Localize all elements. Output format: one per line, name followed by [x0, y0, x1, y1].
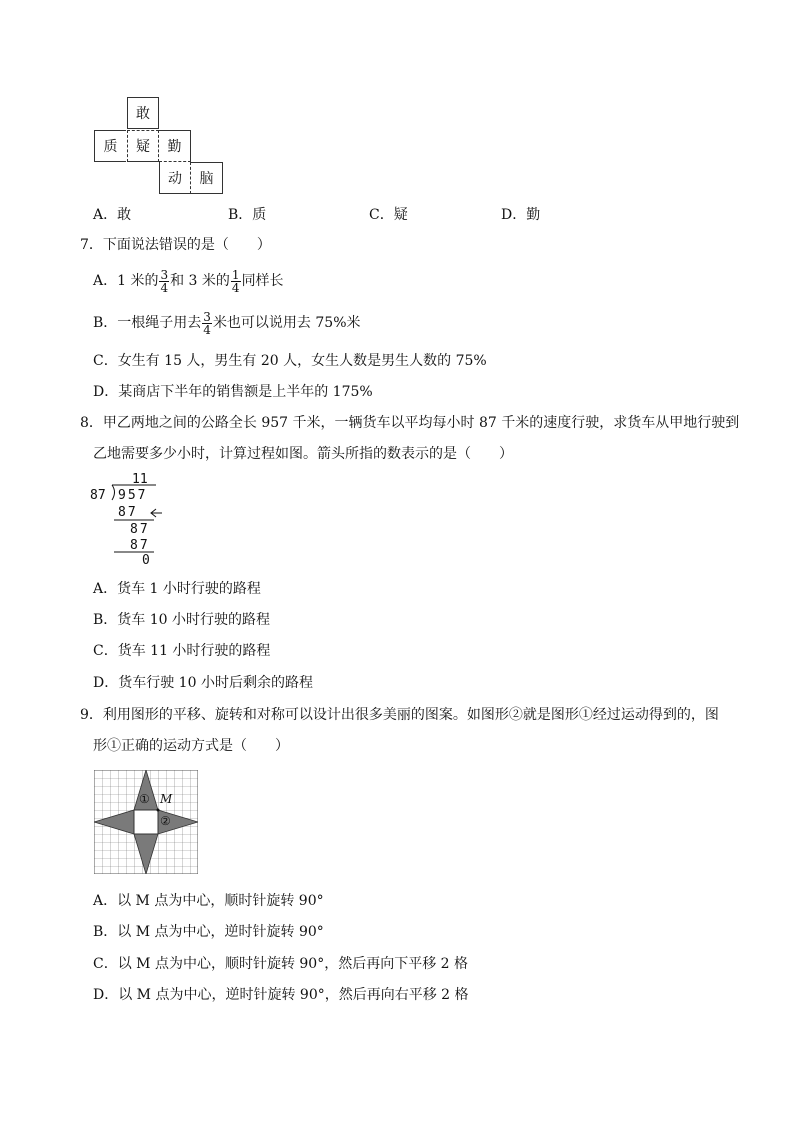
- fraction-3-4: $\frac{3}{4}$: [160, 267, 169, 295]
- q8-option-b[interactable]: B．货车 10 小时行驶的路程: [93, 612, 271, 628]
- net-cell-right: 勤: [159, 130, 191, 162]
- q6-options: [93, 206, 593, 224]
- shape-2-label: ②: [160, 814, 171, 828]
- q8-option-d[interactable]: D．货车行驶 10 小时后剩余的路程: [93, 675, 313, 691]
- rotation-grid-figure: [94, 770, 198, 874]
- fraction-3-4: $\frac{3}{4}$: [203, 309, 211, 337]
- net-cell-left: 质: [94, 130, 126, 162]
- q9-option-d[interactable]: D．以 M 点为中心，逆时针旋转 90°，然后再向右平移 2 格: [93, 987, 469, 1003]
- q9-option-b[interactable]: B．以 M 点为中心，逆时针旋转 90°: [93, 924, 324, 940]
- q8-option-a[interactable]: A．货车 1 小时行驶的路程: [93, 581, 261, 597]
- grid-svg: [94, 770, 198, 874]
- q7-a-prefix: A．1 米的: [93, 273, 159, 289]
- final-remainder: 0: [142, 553, 150, 568]
- cube-net-figure: [94, 97, 224, 195]
- q8-stem-line1: 8．甲乙两地之间的公路全长 957 千米，一辆货车以平均每小时 87 千米的速度行驶，求货车从甲地行驶到: [80, 415, 740, 431]
- q6-option-c[interactable]: C．疑: [369, 207, 408, 223]
- net-cell-top: 敢: [127, 97, 159, 129]
- dividend: 957: [118, 488, 148, 503]
- q9-stem-line2: 形①正确的运动方式是（ ）: [93, 738, 289, 754]
- q7-stem: 7．下面说法错误的是（ ）: [80, 237, 271, 253]
- net-cell-middle: 疑: [127, 130, 159, 162]
- q9-stem-line1: 9．利用图形的平移、旋转和对称可以设计出很多美丽的图案。如图形②就是图形①经过运动得到的，图: [80, 707, 719, 723]
- q9-option-a[interactable]: A．以 M 点为中心，顺时针旋转 90°: [93, 893, 324, 909]
- q7-option-c[interactable]: C．女生有 15 人，男生有 20 人，女生人数是男生人数的 75%: [93, 353, 487, 369]
- fraction-1-4: $\frac{1}{4}$: [231, 267, 240, 295]
- step1-product: 87: [118, 505, 138, 520]
- q6-option-d[interactable]: D．勤: [501, 207, 541, 223]
- divisor: 87: [90, 488, 106, 503]
- step2-remainder: 87: [130, 522, 150, 537]
- shape-1-label: ①: [139, 792, 150, 806]
- q7-option-b[interactable]: [93, 306, 361, 340]
- point-m-label: M: [160, 792, 173, 806]
- net-cell-bottom-left: 动: [159, 162, 191, 194]
- q9-option-c[interactable]: C．以 M 点为中心，顺时针旋转 90°，然后再向下平移 2 格: [93, 956, 469, 972]
- net-cell-bottom-right: 脑: [191, 162, 223, 194]
- q8-option-c[interactable]: C．货车 11 小时行驶的路程: [93, 643, 271, 659]
- q6-option-a[interactable]: A．敢: [93, 207, 132, 223]
- long-division-lines: [90, 472, 170, 570]
- q6-option-b[interactable]: B．质: [228, 207, 267, 223]
- long-division-figure: [90, 472, 170, 570]
- step3-product: 87: [130, 538, 150, 553]
- q7-option-d[interactable]: D．某商店下半年的销售额是上半年的 175%: [93, 384, 373, 400]
- q7-a-mid: 和 3 米的: [170, 273, 230, 289]
- q8-stem-line2: 乙地需要多少小时，计算过程如图。箭头所指的数表示的是（ ）: [93, 446, 513, 462]
- q7-b-prefix: B．一根绳子用去: [93, 315, 202, 331]
- q7-option-a[interactable]: [93, 264, 284, 298]
- quotient: 11: [132, 472, 148, 487]
- q7-a-suffix: 同样长: [241, 273, 284, 289]
- q7-b-suffix: 米也可以说用去 75%米: [212, 315, 361, 331]
